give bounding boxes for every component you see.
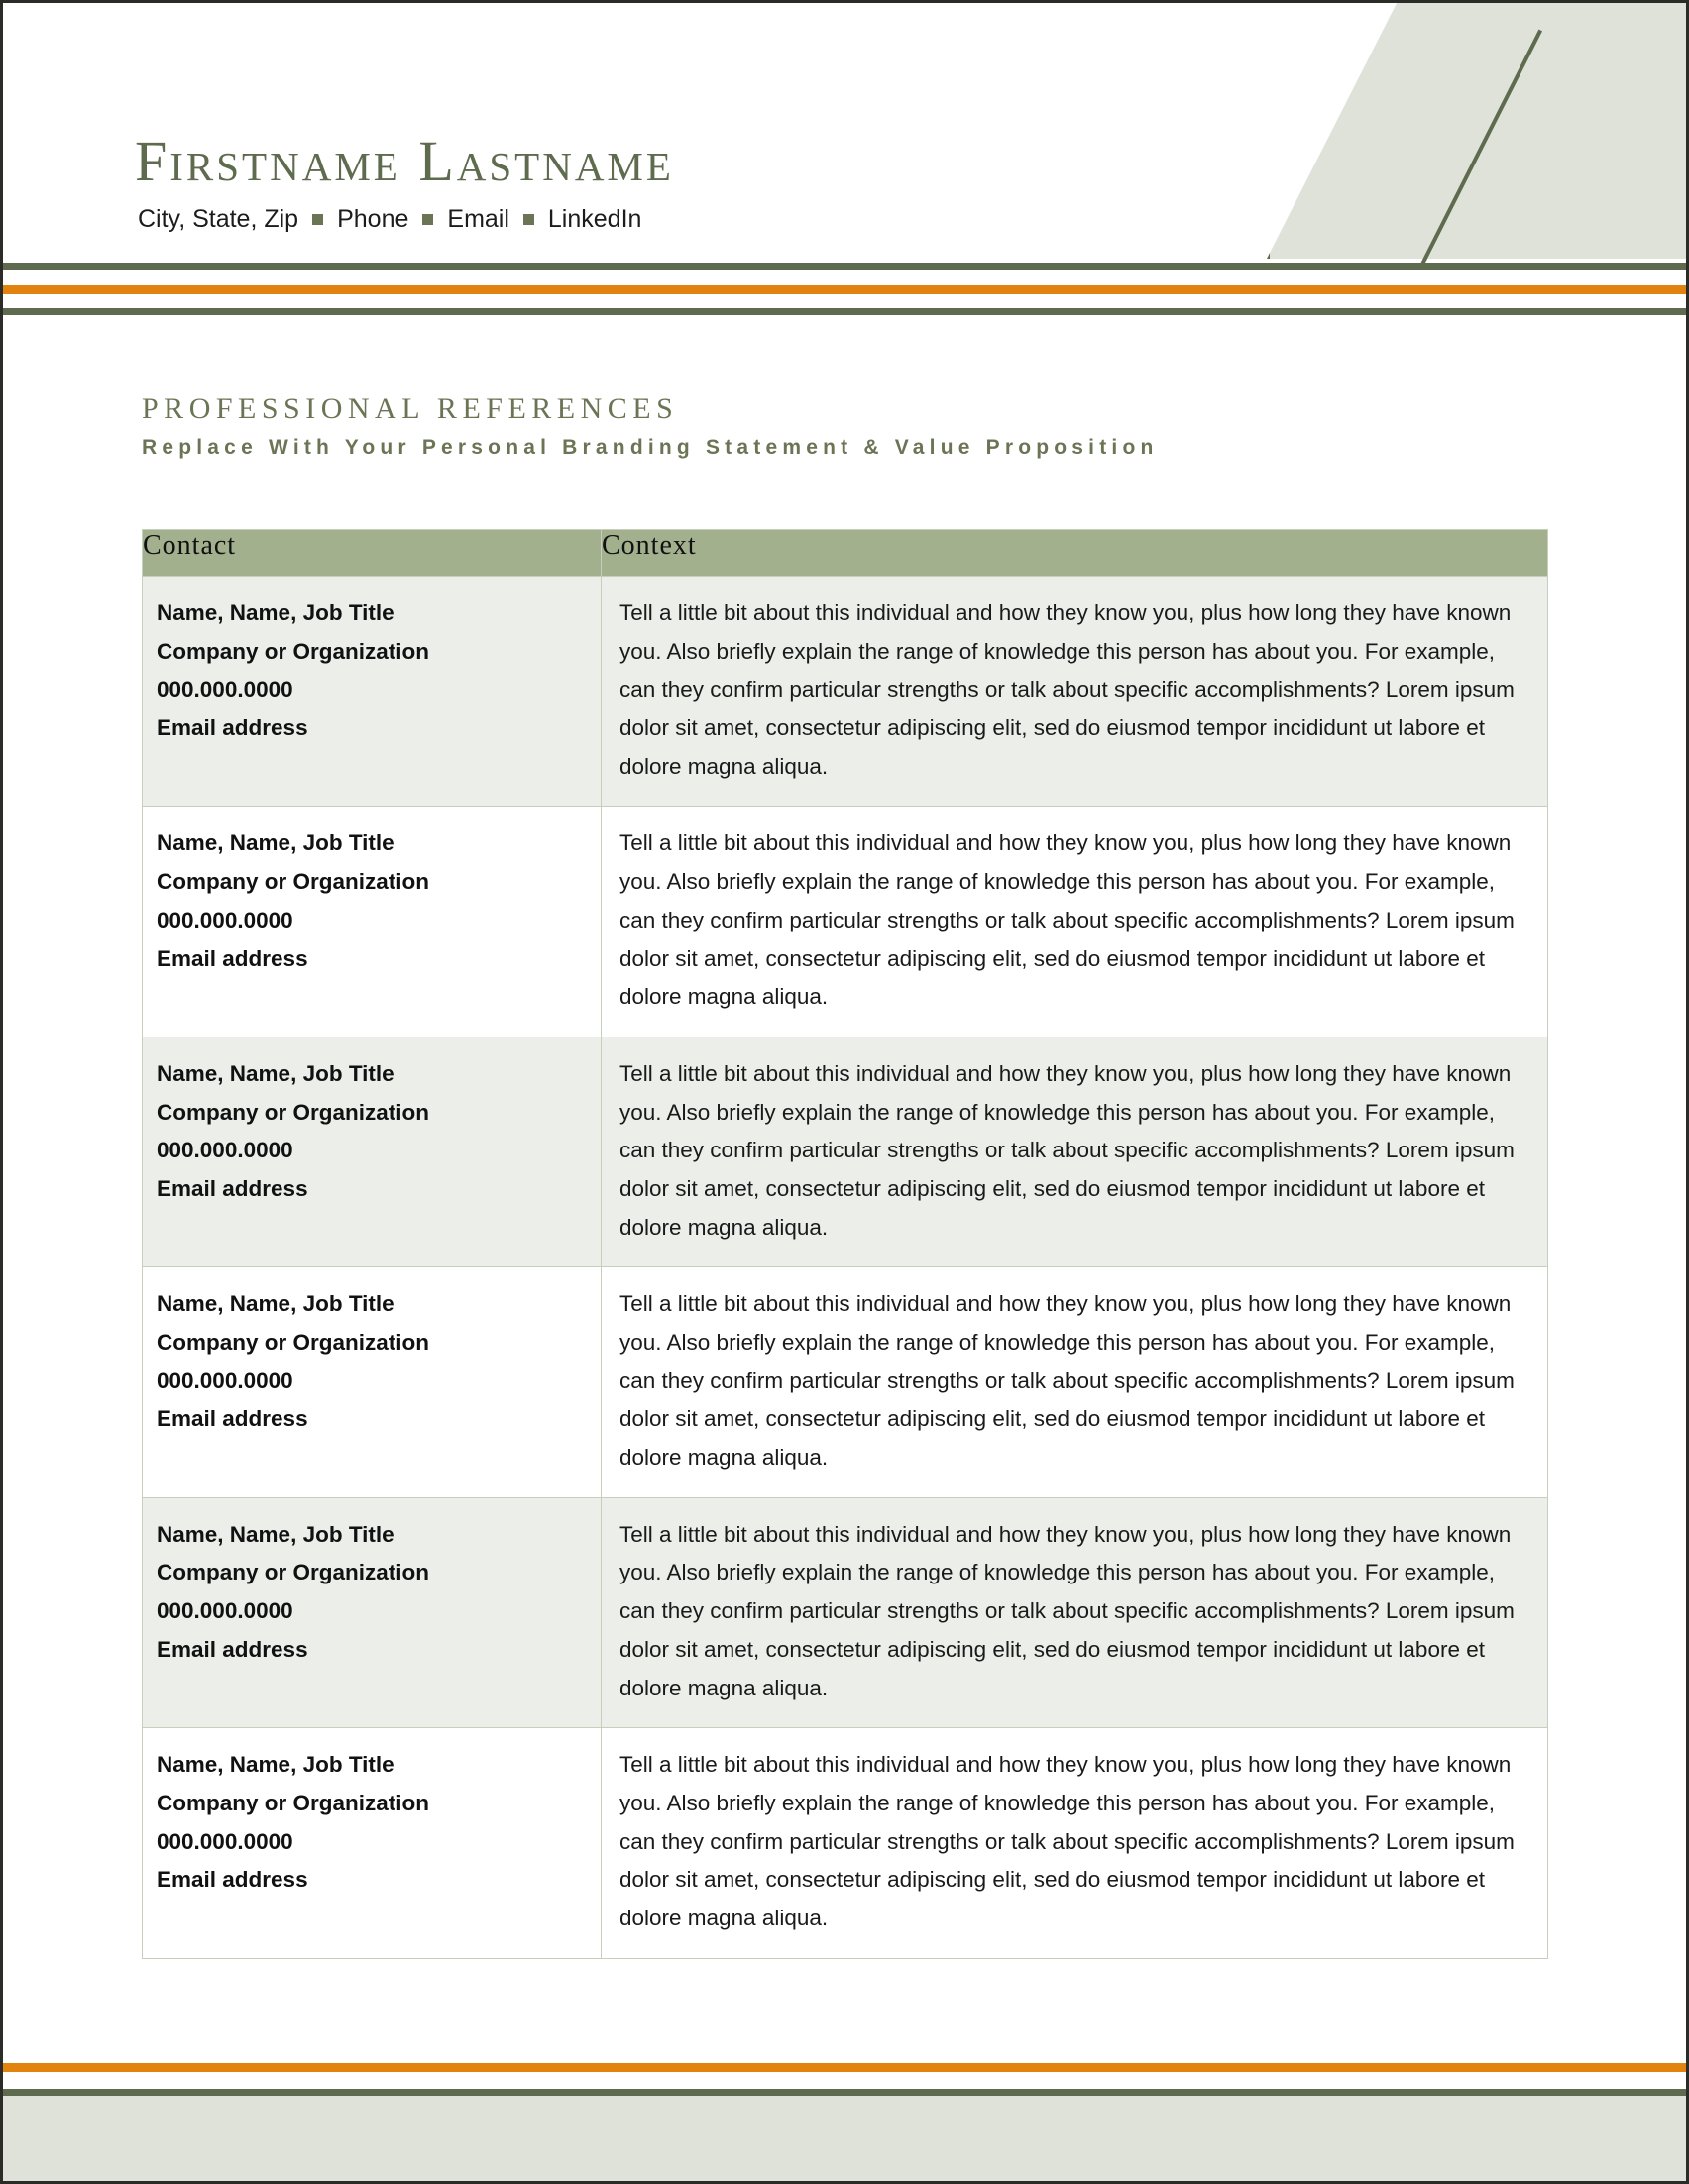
contact-organization: Company or Organization: [157, 1790, 430, 1815]
corner-decoration-shape: [1267, 3, 1686, 259]
section-subheading: Replace With Your Personal Branding Statement & Value Proposition: [142, 436, 1159, 459]
footer-rule-green: [3, 2089, 1686, 2096]
section-heading: PROFESSIONAL REFERENCES: [142, 392, 679, 425]
table-row: [143, 1728, 1548, 1958]
contact-name-title: Name, Name, Job Title: [157, 601, 394, 625]
contact-email: Email: [447, 205, 509, 233]
contact-name-title: Name, Name, Job Title: [157, 1291, 394, 1317]
contact-name-title: Name, Name, Job Title: [157, 1752, 394, 1778]
table-body: [143, 577, 1548, 1959]
header-rule-orange: [3, 285, 1686, 294]
contact-organization: Company or Organization: [157, 869, 430, 895]
context-cell: Tell a little bit about this individual and how they know you, plus how long they have known you. Also briefly explain the range of knowledge this person has about you. For example, can they confirm particular strengths or talk about specific accomplishments? Lorem ipsum dolor sit amet, consectetur adipiscing elit, sed do eiusmod tempor incididunt ut labore et dolore magna aliqua.: [602, 1497, 1548, 1727]
contact-phone: 000.000.0000: [157, 677, 293, 703]
contact-cell: [143, 1267, 602, 1497]
header-rule-green-bottom: [3, 308, 1686, 315]
table-header-row: [143, 530, 1548, 577]
column-header-contact: Contact: [143, 530, 602, 577]
square-bullet-icon: [523, 214, 534, 225]
footer-block: [3, 2096, 1686, 2184]
contact-linkedin: LinkedIn: [547, 205, 642, 233]
context-cell: Tell a little bit about this individual and how they know you, plus how long they have known you. Also briefly explain the range of knowledge this person has about you. For example, can they confirm particular strengths or talk about specific accomplishments? Lorem ipsum dolor sit amet, consectetur adipiscing elit, sed do eiusmod tempor incididunt ut labore et dolore magna aliqua.: [602, 1037, 1548, 1266]
context-cell: Tell a little bit about this individual and how they know you, plus how long they have known you. Also briefly explain the range of knowledge this person has about you. For example, can they confirm particular strengths or talk about specific accomplishments? Lorem ipsum dolor sit amet, consectetur adipiscing elit, sed do eiusmod tempor incididunt ut labore et dolore magna aliqua.: [602, 1728, 1548, 1958]
contact-phone: 000.000.0000: [157, 1367, 293, 1393]
contact-location: City, State, Zip: [138, 205, 299, 233]
contact-line: [138, 207, 641, 232]
contact-email: Email address: [157, 715, 308, 741]
footer-rule-orange: [3, 2063, 1686, 2072]
references-table: [142, 529, 1548, 1959]
context-cell: Tell a little bit about this individual and how they know you, plus how long they have known you. Also briefly explain the range of knowledge this person has about you. For example, can they confirm particular strengths or talk about specific accomplishments? Lorem ipsum dolor sit amet, consectetur adipiscing elit, sed do eiusmod tempor incididunt ut labore et dolore magna aliqua.: [602, 1267, 1548, 1497]
table-row: [143, 1497, 1548, 1727]
contact-organization: Company or Organization: [157, 1330, 430, 1355]
contact-cell: [143, 1728, 602, 1958]
header-rule-green-top: [3, 263, 1686, 270]
page-header: [3, 3, 1686, 263]
contact-email: Email address: [157, 945, 308, 971]
contact-organization: Company or Organization: [157, 638, 430, 664]
contact-cell: [143, 807, 602, 1037]
contact-email: Email address: [157, 1636, 308, 1662]
contact-name-title: Name, Name, Job Title: [157, 1060, 394, 1086]
contact-phone: Phone: [337, 205, 409, 233]
table-row: [143, 1037, 1548, 1266]
contact-email: Email address: [157, 1175, 308, 1201]
contact-organization: Company or Organization: [157, 1560, 430, 1585]
column-header-context: Context: [602, 530, 1548, 577]
contact-organization: Company or Organization: [157, 1099, 430, 1125]
contact-cell: [143, 577, 602, 807]
table-row: [143, 1267, 1548, 1497]
square-bullet-icon: [422, 214, 433, 225]
square-bullet-icon: [312, 214, 323, 225]
contact-email: Email address: [157, 1406, 308, 1432]
contact-email: Email address: [157, 1867, 308, 1893]
contact-phone: 000.000.0000: [157, 1828, 293, 1854]
contact-cell: [143, 1037, 602, 1266]
context-cell: Tell a little bit about this individual and how they know you, plus how long they have known you. Also briefly explain the range of knowledge this person has about you. For example, can they confirm particular strengths or talk about specific accomplishments? Lorem ipsum dolor sit amet, consectetur adipiscing elit, sed do eiusmod tempor incididunt ut labore et dolore magna aliqua.: [602, 807, 1548, 1037]
contact-phone: 000.000.0000: [157, 907, 293, 932]
contact-name-title: Name, Name, Job Title: [157, 1521, 394, 1547]
contact-phone: 000.000.0000: [157, 1138, 293, 1163]
contact-phone: 000.000.0000: [157, 1598, 293, 1624]
contact-name-title: Name, Name, Job Title: [157, 830, 394, 856]
context-cell: Tell a little bit about this individual and how they know you, plus how long they have known you. Also briefly explain the range of knowledge this person has about you. For example, can they confirm particular strengths or talk about specific accomplishments? Lorem ipsum dolor sit amet, consectetur adipiscing elit, sed do eiusmod tempor incididunt ut labore et dolore magna aliqua.: [602, 577, 1548, 807]
table-row: [143, 577, 1548, 807]
contact-cell: [143, 1497, 602, 1727]
page-title: Firstname Lastname: [135, 129, 674, 193]
table-row: [143, 807, 1548, 1037]
